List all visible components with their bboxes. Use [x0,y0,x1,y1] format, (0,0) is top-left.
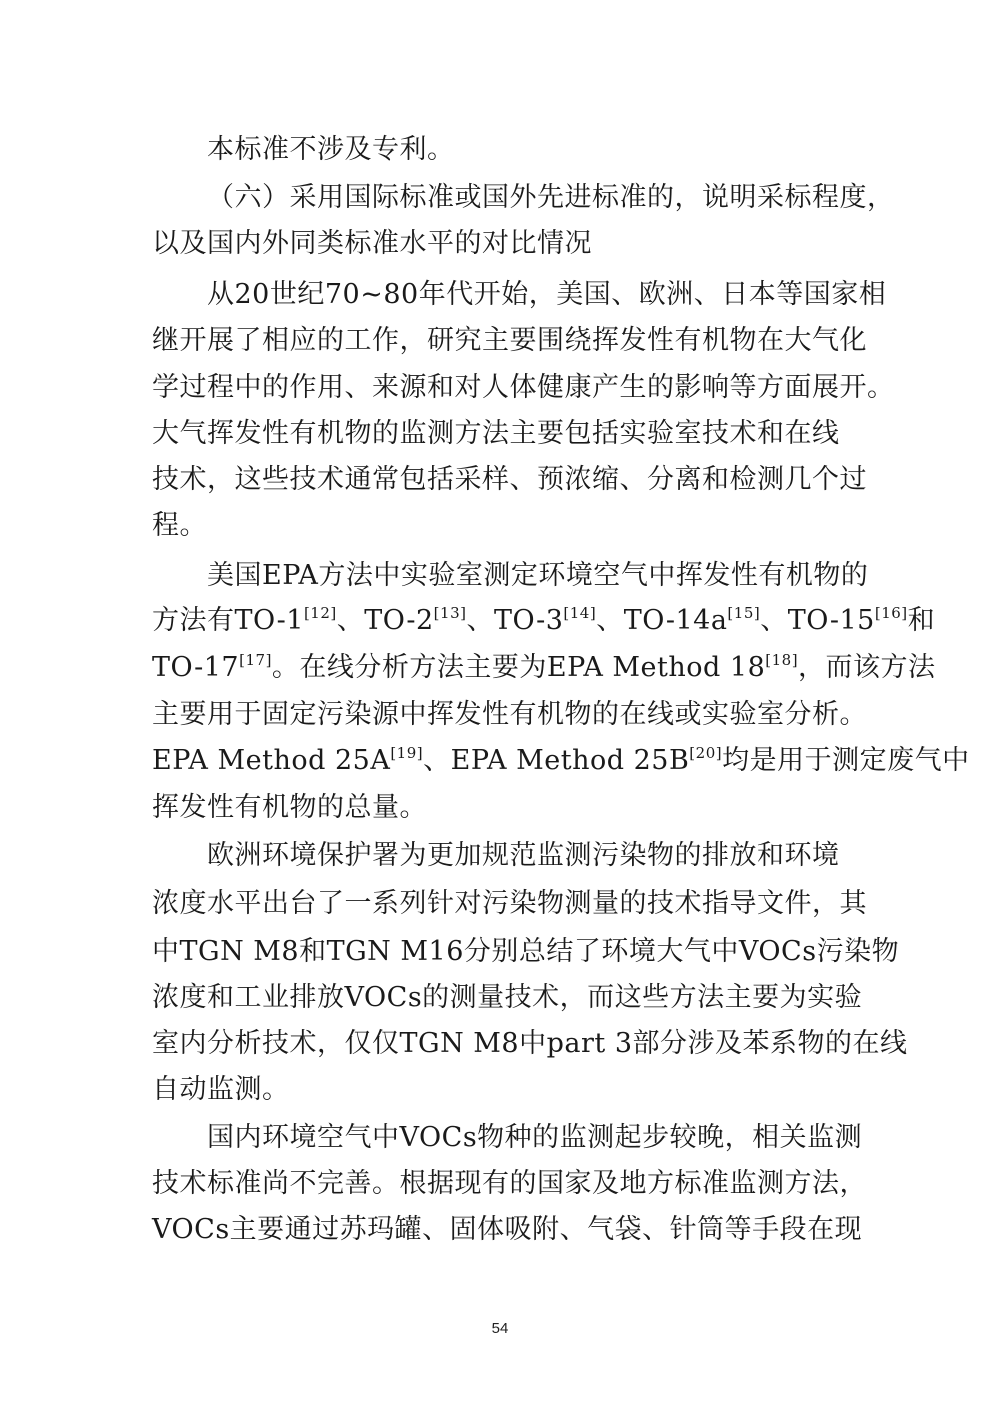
paragraph-line: 中TGN M8和TGN M16分别总结了环境大气中VOCs污染物 [152,936,900,967]
paragraph-line: 继开展了相应的工作，研究主要围绕挥发性有机物在大气化 [152,325,867,356]
paragraph-line: 国内环境空气中VOCs物种的监测起步较晚，相关监测 [207,1122,863,1153]
citation-ref: [17] [239,651,272,669]
paragraph-line [152,744,970,776]
line-text: 、TO-15 [760,605,875,636]
section-heading: （六）采用国际标准或国外先进标准的，说明采标程度， [207,182,895,213]
line-text: 和 [907,605,936,636]
citation-ref: [14] [563,604,597,622]
citation-ref: [18] [765,651,799,669]
paragraph-line [152,651,936,683]
line-text: TO-17 [152,652,240,683]
paragraph-line: 主要用于固定污染源中挥发性有机物的在线或实验室分析。 [152,699,867,730]
paragraph-line: 学过程中的作用、来源和对人体健康产生的影响等方面展开。 [152,372,895,403]
line-text: ，而该方法 [798,652,936,683]
paragraph-line: 自动监测。 [152,1074,290,1105]
paragraph-line: 美国EPA方法中实验室测定环境空气中挥发性有机物的 [207,560,869,591]
paragraph-line [152,604,936,636]
citation-ref: [15] [727,604,761,622]
paragraph-line: 程。 [152,510,207,541]
paragraph-line: 浓度水平出台了一系列针对污染物测量的技术指导文件，其 [152,888,867,919]
citation-ref: [12] [303,604,337,622]
line-text: 、TO-2 [336,605,434,636]
citation-ref: [13] [433,604,467,622]
paragraph-line: 大气挥发性有机物的监测方法主要包括实验室技术和在线 [152,418,840,449]
paragraph-line: 浓度和工业排放VOCs的测量技术，而这些方法主要为实验 [152,982,863,1013]
line-text: 、EPA Method 25B [423,745,690,776]
page-number: 54 [491,1320,509,1337]
paragraph-line: 室内分析技术，仅仅TGN M8中part 3部分涉及苯系物的在线 [152,1028,908,1059]
paragraph-line: 本标准不涉及专利。 [207,134,455,165]
line-text: 、TO-14a [596,605,728,636]
paragraph-line: 欧洲环境保护署为更加规范监测污染物的排放和环境 [207,840,840,871]
paragraph-line: 从20世纪70~80年代开始，美国、欧洲、日本等国家相 [207,279,887,310]
citation-ref: [19] [390,744,424,762]
paragraph-line: VOCs主要通过苏玛罐、固体吸附、气袋、针筒等手段在现 [152,1214,863,1245]
section-heading-continued: 以及国内外同类标准水平的对比情况 [152,228,592,259]
paragraph-line: 挥发性有机物的总量。 [152,792,427,823]
line-text: 、TO-3 [466,605,564,636]
paragraph-line: 技术，这些技术通常包括采样、预浓缩、分离和检测几个过 [152,464,867,495]
citation-ref: [20] [689,744,723,762]
line-text: 。在线分析方法主要为EPA Method 18 [271,652,766,683]
line-text: 方法有TO-1 [152,605,304,636]
line-text: EPA Method 25A [152,745,391,776]
line-text: 均是用于测定废气中 [722,745,970,776]
citation-ref: [16] [874,604,908,622]
paragraph-line: 技术标准尚不完善。根据现有的国家及地方标准监测方法， [152,1168,867,1199]
